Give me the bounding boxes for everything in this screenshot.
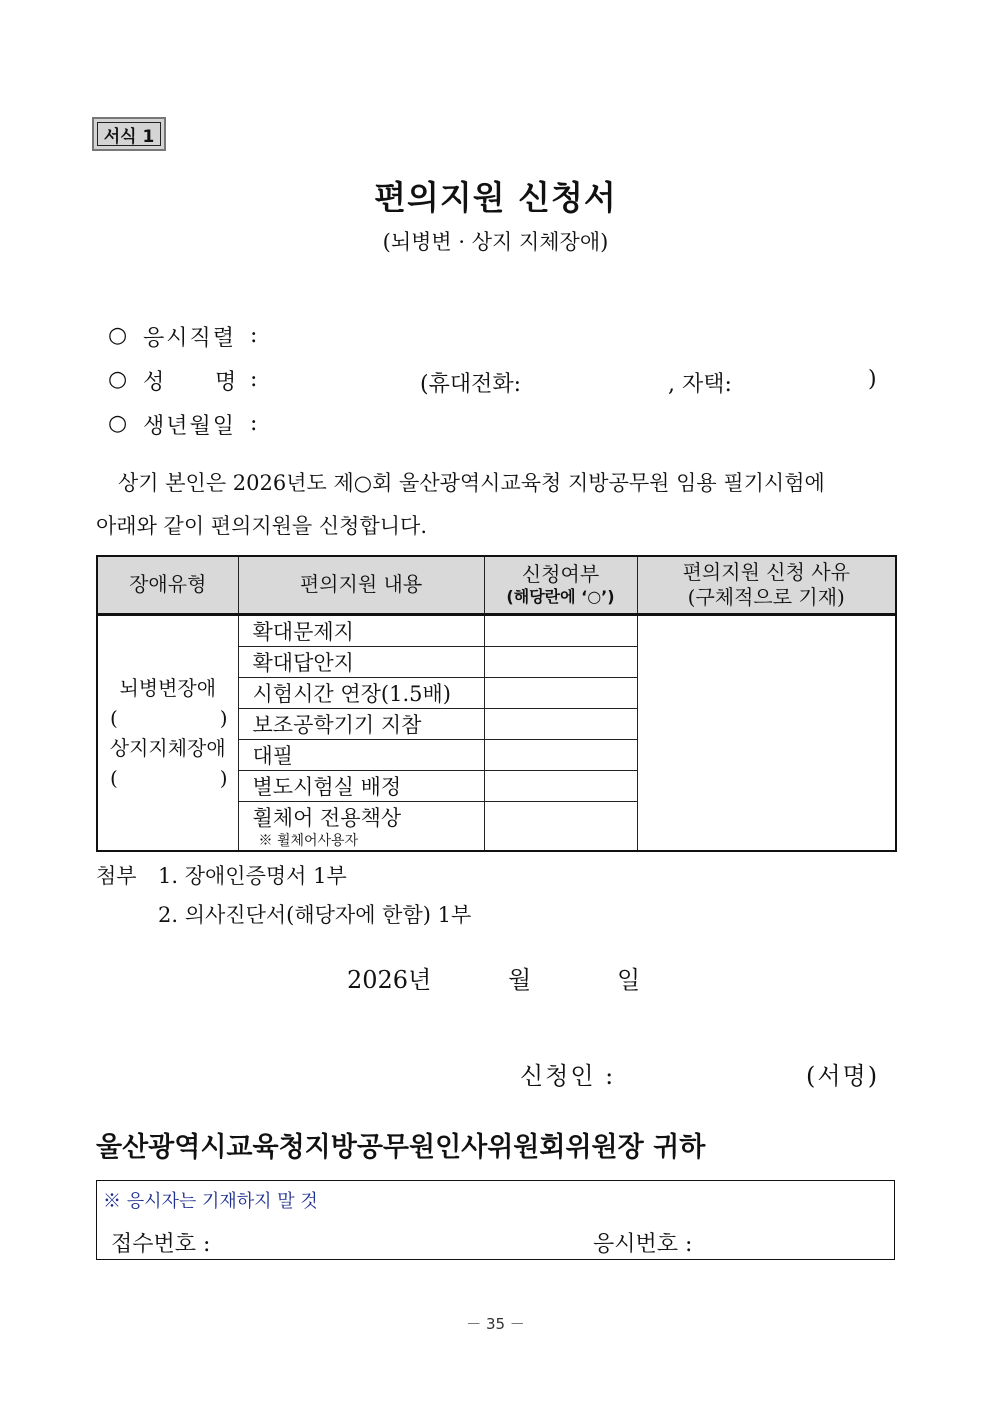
header-apply [484, 556, 637, 614]
header-content: 편의지원 내용 [238, 556, 484, 614]
date-day: 일 [617, 966, 641, 994]
apply-cell[interactable] [484, 614, 637, 646]
home-phone-label: , 자택: [668, 372, 732, 397]
header-reason-line2: (구체적으로 기재) [687, 584, 845, 609]
receipt-number-label: 접수번호 : [111, 1232, 211, 1257]
type2-paren: ( ) [110, 765, 228, 790]
attachments-label: 첨부 [96, 864, 137, 888]
birth-bullet: ○ [108, 411, 128, 436]
position-label: 응시직렬 [143, 326, 237, 351]
apply-cell[interactable] [484, 677, 637, 708]
position-bullet: ○ [108, 323, 128, 348]
reason-cell[interactable] [637, 614, 896, 851]
wheelchair-note: ※ 휠체어사용자 [258, 832, 359, 849]
header-reason-line1: 편의지원 신청 사유 [682, 559, 850, 584]
support-item-label: 휠체어 전용책상 [252, 805, 402, 830]
apply-cell[interactable] [484, 801, 637, 851]
statement-line-2: 아래와 같이 편의지원을 신청합니다. [96, 514, 427, 538]
apply-cell[interactable] [484, 646, 637, 677]
name-bullet: ○ [108, 367, 128, 392]
page-number: － 35 － [466, 1315, 525, 1333]
support-item: 시험시간 연장(1.5배) [238, 677, 484, 708]
statement-line-1: 상기 본인은 2026년도 제○회 울산광역시교육청 지방공무원 임용 필기시험에 [118, 471, 825, 495]
disability-type-cell [97, 614, 238, 851]
apply-cell[interactable] [484, 770, 637, 801]
support-item: 별도시험실 배정 [238, 770, 484, 801]
support-table [96, 555, 897, 852]
disability-type-2: 상지지체장애 [109, 735, 226, 760]
header-apply-line2: (해당란에 ‘○’) [506, 587, 615, 607]
date-month: 월 [508, 966, 532, 994]
support-item: 보조공학기기 지참 [238, 708, 484, 739]
support-item: 대필 [238, 739, 484, 770]
page-subtitle: (뇌병변 · 상지 지체장애) [382, 230, 609, 254]
form-tag [92, 117, 166, 151]
name-colon: : [250, 367, 258, 392]
phone-close-paren: ) [868, 367, 877, 392]
name-label-right: 명 [215, 370, 237, 395]
addressee: 울산광역시교육청지방공무원인사위원회위원장 귀하 [96, 1132, 706, 1163]
support-item: 확대답안지 [238, 646, 484, 677]
form-tag-label: 서식 1 [97, 122, 161, 146]
type1-paren: ( ) [110, 705, 228, 730]
disability-type-1: 뇌병변장애 [119, 675, 217, 700]
applicant-label: 신청인 : [520, 1062, 616, 1090]
birth-label: 생년월일 [143, 414, 237, 439]
support-item: 확대문제지 [238, 614, 484, 646]
attachment-item-2: 2. 의사진단서(해당자에 한함) 1부 [158, 903, 472, 927]
page-title: 편의지원 신청서 [374, 178, 617, 217]
date-year: 2026년 [347, 966, 432, 994]
birth-colon: : [250, 411, 258, 436]
office-use-note: ※ 응시자는 기재하지 말 것 [103, 1191, 318, 1212]
signature-label: (서명) [806, 1062, 880, 1090]
apply-cell[interactable] [484, 739, 637, 770]
header-reason [637, 556, 896, 614]
header-type: 장애유형 [97, 556, 238, 614]
attachment-item-1: 1. 장애인증명서 1부 [158, 864, 347, 888]
exam-number-label: 응시번호 : [593, 1232, 693, 1257]
mobile-phone-label: (휴대전화: [420, 372, 522, 397]
support-item-wheelchair [238, 801, 484, 851]
office-use-box [96, 1180, 895, 1260]
name-label-left: 성 [143, 370, 165, 395]
position-colon: : [250, 323, 258, 348]
header-apply-line1: 신청여부 [521, 562, 600, 587]
apply-cell[interactable] [484, 708, 637, 739]
